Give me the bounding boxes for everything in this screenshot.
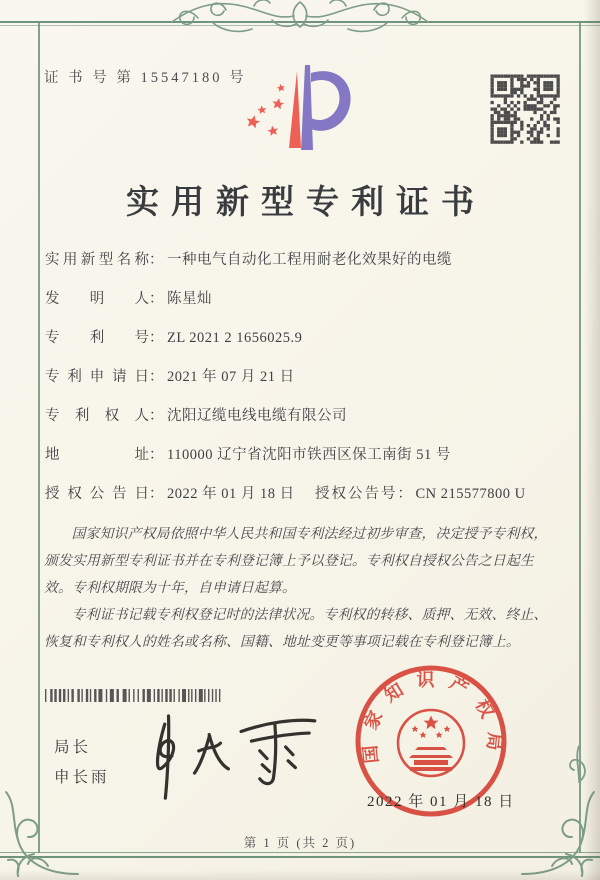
field-row-grant-date-number bbox=[45, 482, 565, 521]
frame-right-line bbox=[579, 21, 581, 853]
certificate-number: 证 书 号 第 15547180 号 bbox=[44, 70, 247, 86]
signer-name: 申长雨 bbox=[54, 769, 110, 786]
field-label: 专利申请日 bbox=[45, 369, 149, 385]
field-value: 110000 辽宁省沈阳市铁西区保工南街 51 号 bbox=[167, 447, 451, 463]
scan-edge-shadow bbox=[0, 870, 600, 880]
certificate-title: 实用新型专利证书 bbox=[126, 185, 486, 221]
field-row-patent-number bbox=[45, 326, 565, 365]
frame-bottom-thin-line bbox=[0, 852, 600, 853]
signer-title: 局长 bbox=[54, 739, 92, 756]
field-label: 地址 bbox=[45, 447, 149, 463]
field-label: 专利权人 bbox=[45, 408, 149, 424]
frame-bottom-line bbox=[0, 856, 600, 858]
legal-paragraph: 国家知识产权局依照中华人民共和国专利法经过初步审查，决定授予专利权，颁发实用新型专利证书并在专利登记簿上予以登记。专利权自授权公告之日起生效。专利权期限为十年，自申请日起算。 bbox=[44, 526, 548, 595]
signer-block bbox=[54, 733, 110, 793]
field-value: 沈阳辽缆电线电缆有限公司 bbox=[167, 408, 347, 424]
field-value: 陈星灿 bbox=[167, 291, 212, 307]
field-value: 2022 年 01 月 18 日 bbox=[167, 486, 295, 502]
field-colon: ： bbox=[149, 291, 164, 307]
seal-date: 2022 年 01 月 18 日 bbox=[367, 794, 515, 810]
field-colon: ： bbox=[149, 447, 164, 463]
legal-text bbox=[44, 521, 561, 655]
field-value: 2021 年 07 月 21 日 bbox=[167, 369, 295, 385]
field-row-patentee bbox=[45, 404, 565, 443]
field-label: 授权公告号 bbox=[315, 486, 398, 502]
scan-edge-shadow bbox=[584, 0, 600, 880]
field-value: ZL 2021 2 1656025.9 bbox=[167, 330, 303, 346]
field-row-address bbox=[45, 443, 565, 482]
field-label: 实用新型名称 bbox=[45, 252, 149, 268]
field-list bbox=[45, 248, 565, 521]
field-colon: ： bbox=[149, 369, 164, 385]
barcode bbox=[45, 689, 225, 702]
frame-left-line bbox=[38, 21, 40, 853]
field-row-filing-date bbox=[45, 365, 565, 404]
page-number: 第 1 页 (共 2 页) bbox=[243, 836, 357, 850]
field-label: 发明人 bbox=[45, 291, 149, 307]
director-signature-icon bbox=[124, 705, 327, 812]
seal-text: 国家知识产权局 bbox=[358, 669, 506, 765]
field-row-invention-name bbox=[45, 248, 565, 287]
field-value: 一种电气自动化工程用耐老化效果好的电缆 bbox=[167, 252, 452, 268]
field-row-inventor bbox=[45, 287, 565, 326]
frame-top-line bbox=[0, 21, 600, 23]
field-value: CN 215577800 U bbox=[415, 486, 526, 502]
field-label: 专利号 bbox=[45, 330, 149, 346]
legal-paragraph: 专利证书记载专利权登记时的法律状况。专利权的转移、质押、无效、终止、恢复和专利权人的姓名或名称、国籍、地址变更等事项记载在专利登记簿上。 bbox=[44, 606, 548, 649]
field-colon: ： bbox=[149, 330, 164, 346]
frame-top-thin-line bbox=[0, 25, 600, 26]
field-colon: ： bbox=[149, 252, 164, 268]
field-colon: ： bbox=[149, 408, 164, 424]
cnipa-logo-icon bbox=[238, 58, 362, 170]
qr-code bbox=[487, 71, 563, 147]
top-scroll-ornament-icon bbox=[168, 0, 432, 36]
field-colon: ： bbox=[149, 486, 164, 502]
field-label: 授权公告日 bbox=[45, 486, 149, 502]
field-colon: ： bbox=[397, 486, 412, 502]
